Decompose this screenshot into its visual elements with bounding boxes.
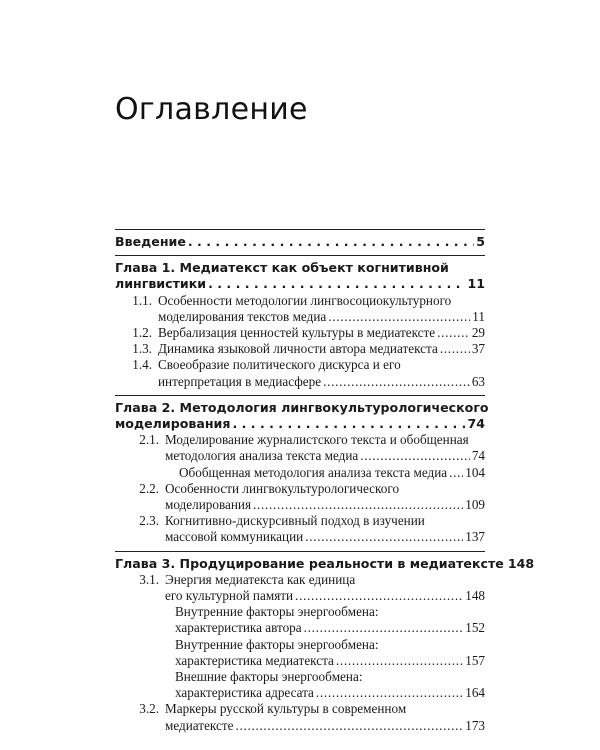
toc-page-number: 173 <box>465 717 485 733</box>
divider <box>115 255 485 256</box>
section-title-line: методология анализа текста медиа <box>165 448 359 464</box>
dot-leader <box>328 309 470 325</box>
divider <box>115 395 485 396</box>
chapter-title-line: Глава 1. Медиатекст как объект когнитивной <box>115 260 449 276</box>
subsection-title-line: Внутренние факторы энергообмена: <box>175 604 379 620</box>
section-title-line: Динамика языковой личности автора медиатекста <box>158 341 438 357</box>
section-title-line: интерпретация в медиасфере <box>158 373 322 389</box>
dot-leader <box>188 234 474 250</box>
toc-section <box>115 432 485 464</box>
dot-leader <box>437 325 470 341</box>
toc-chapter-2 <box>115 399 489 432</box>
toc-subsection <box>115 465 485 481</box>
subsection-title-line: характеристика медиатекста <box>175 652 334 668</box>
toc-page-number: 164 <box>465 685 485 701</box>
section-title-line: Энергия медиатекста как единица <box>165 571 356 587</box>
dot-leader <box>304 620 464 636</box>
section-number: 3.2. <box>139 701 159 717</box>
section-title-line: массовой коммуникации <box>165 529 304 545</box>
section-title-line: моделирования текстов медиа <box>158 308 327 324</box>
dot-leader <box>253 497 463 513</box>
toc-subsection <box>115 637 485 669</box>
subsection-title-line: характеристика адресата <box>175 685 314 701</box>
section-title-line: моделирования <box>165 497 252 513</box>
dot-leader <box>323 374 470 390</box>
page-title: Оглавление <box>115 92 308 127</box>
section-title-line: его культурной памяти <box>165 588 294 604</box>
toc-page-number: 109 <box>465 497 485 513</box>
section-number: 2.3. <box>139 513 159 529</box>
toc-section <box>115 341 485 357</box>
toc-page-number: 157 <box>465 652 485 668</box>
toc-section <box>115 572 485 604</box>
dot-leader <box>305 529 463 545</box>
dot-leader <box>295 588 463 604</box>
section-number: 2.1. <box>139 432 159 448</box>
toc-page-number: 74 <box>467 416 485 432</box>
toc-page-number: 11 <box>472 308 485 324</box>
toc-page-number: 37 <box>471 341 485 357</box>
section-title-line: Особенности лингвокультурологического <box>165 480 400 496</box>
dot-leader <box>360 448 470 464</box>
section-title-line: Моделирование журналистского текста и обобщенная <box>165 432 469 448</box>
section-title-line: Вербализация ценностей культуры в медиатексте <box>158 325 436 341</box>
chapter-title-line: Глава 3. Продуцирование реальности в медиатексте <box>115 555 504 571</box>
toc-section <box>115 701 485 733</box>
subsection-title-line: Внутренние факторы энергообмена: <box>175 636 379 652</box>
toc-page-number: 152 <box>465 620 485 636</box>
section-title-line: Своеобразие политического дискурса и его <box>158 357 401 373</box>
section-number: 1.1. <box>132 292 152 308</box>
toc-page-number: 74 <box>471 448 485 464</box>
section-number: 3.1. <box>139 571 159 587</box>
toc-page-number: 148 <box>507 555 535 571</box>
toc-page-number: 137 <box>465 529 485 545</box>
toc-section <box>115 325 485 341</box>
subsection-title-line: Внешние факторы энергообмена: <box>175 669 363 685</box>
section-title-line: Когнитивно-дискурсивный подход в изучении <box>165 513 425 529</box>
toc-subsection <box>115 604 485 636</box>
subsection-title-line: характеристика автора <box>175 620 302 636</box>
chapter-title-line: Глава 2. Методология лингвокультурологического <box>115 399 489 415</box>
toc-section <box>115 481 485 513</box>
section-number: 1.2. <box>132 325 152 341</box>
section-title-line: Особенности методологии лингвосоциокультурного <box>158 292 452 308</box>
divider <box>115 229 485 230</box>
toc-page-number: 63 <box>471 373 485 389</box>
dot-leader <box>235 718 463 734</box>
toc-page-number: 104 <box>465 464 485 480</box>
section-title-line: медиатексте <box>165 717 234 733</box>
section-number: 1.4. <box>132 357 152 373</box>
section-number: 2.2. <box>139 480 159 496</box>
toc-section <box>115 293 485 325</box>
subsection-title: Обобщенная методология анализа текста медиа <box>179 464 448 480</box>
toc-page-number: 5 <box>476 234 485 249</box>
toc-page-number: 148 <box>465 588 485 604</box>
section-title-line: Маркеры русской культуры в современном <box>165 701 407 717</box>
table-of-contents <box>115 224 535 734</box>
dot-leader <box>208 276 465 292</box>
toc-page-number: 11 <box>467 276 485 292</box>
toc-intro-entry <box>115 234 485 250</box>
chapter-title-line: моделирования <box>115 416 231 432</box>
dot-leader <box>232 416 465 432</box>
divider <box>115 551 485 552</box>
dot-leader <box>440 341 470 357</box>
toc-subsection <box>115 669 485 701</box>
dot-leader <box>336 653 463 669</box>
dot-leader <box>449 465 463 481</box>
toc-chapter-3 <box>115 555 535 572</box>
toc-entry-title: Введение <box>115 234 186 249</box>
toc-section <box>115 357 485 389</box>
chapter-title-line: лингвистики <box>115 276 207 292</box>
dot-leader <box>316 685 463 701</box>
toc-page-number: 29 <box>471 325 485 341</box>
toc-section <box>115 513 485 545</box>
toc-chapter-1 <box>115 260 485 292</box>
section-number: 1.3. <box>132 341 152 357</box>
